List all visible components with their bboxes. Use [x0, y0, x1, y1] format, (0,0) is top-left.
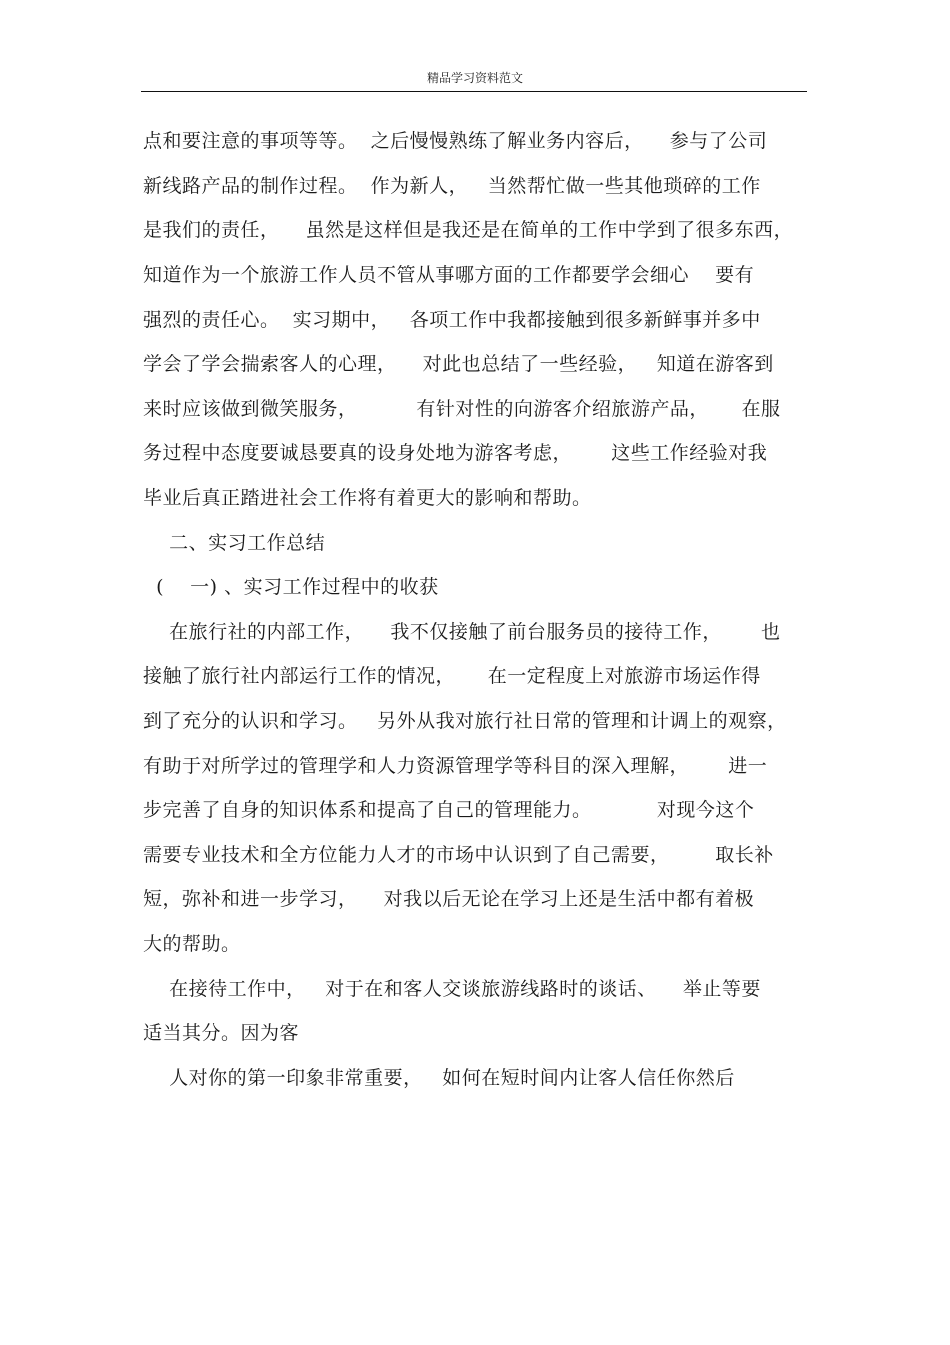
header-title: 精品学习资料范文: [426, 71, 523, 85]
text-line: 毕业后真正踏进社会工作将有着更大的影响和帮助。: [143, 487, 592, 509]
text-line: 有助于对所学过的管理学和人力资源管理学等科目的深入理解， 进一: [143, 755, 768, 777]
text-line: 人对你的第一印象非常重要， 如何在短时间内让客人信任你然后: [143, 1067, 735, 1089]
text-line: 在旅行社的内部工作， 我不仅接触了前台服务员的接待工作， 也: [143, 621, 781, 643]
text-line: 点和要注意的事项等等。 之后慢慢熟练了解业务内容后， 参与了公司: [143, 130, 768, 152]
text-line: 务过程中态度要诚恳要真的设身处地为游客考虑， 这些工作经验对我: [143, 442, 768, 464]
text-line: 学会了学会揣索客人的心理， 对此也总结了一些经验， 知道在游客到: [143, 353, 774, 375]
text-line: 短，弥补和进一步学习， 对我以后无论在学习上还是生活中都有着极: [143, 888, 755, 910]
text-line: 知道作为一个旅游工作人员不管从事哪方面的工作都要学会细心 要有: [143, 264, 755, 286]
subsection-heading: ( 一) 、实习工作过程中的收获: [143, 576, 439, 598]
text-line: 需要专业技术和全方位能力人才的市场中认识到了自己需要， 取长补: [143, 844, 774, 866]
text-line: 步完善了自身的知识体系和提高了自己的管理能力。 对现今这个: [143, 799, 755, 821]
text-line: 来时应该做到微笑服务， 有针对性的向游客介绍旅游产品， 在服: [143, 398, 781, 420]
text-line: 大的帮助。: [143, 933, 241, 955]
text-line: 在接待工作中， 对于在和客人交谈旅游线路时的谈话、 举止等要: [143, 978, 761, 1000]
text-line: 适当其分。因为客: [143, 1022, 300, 1044]
section-heading: 二、实习工作总结: [143, 532, 326, 554]
text-line: 是我们的责任， 虽然是这样但是我还是在简单的工作中学到了很多东西，: [143, 219, 794, 241]
header-divider: [141, 91, 807, 92]
text-line: 到了充分的认识和学习。 另外从我对旅行社日常的管理和计调上的观察，: [143, 710, 787, 732]
text-line: 强烈的责任心。 实习期中， 各项工作中我都接触到很多新鲜事并多中: [143, 309, 761, 331]
text-line: 新线路产品的制作过程。 作为新人， 当然帮忙做一些其他琐碎的工作: [143, 175, 761, 197]
text-line: 接触了旅行社内部运行工作的情况， 在一定程度上对旅游市场运作得: [143, 665, 761, 687]
